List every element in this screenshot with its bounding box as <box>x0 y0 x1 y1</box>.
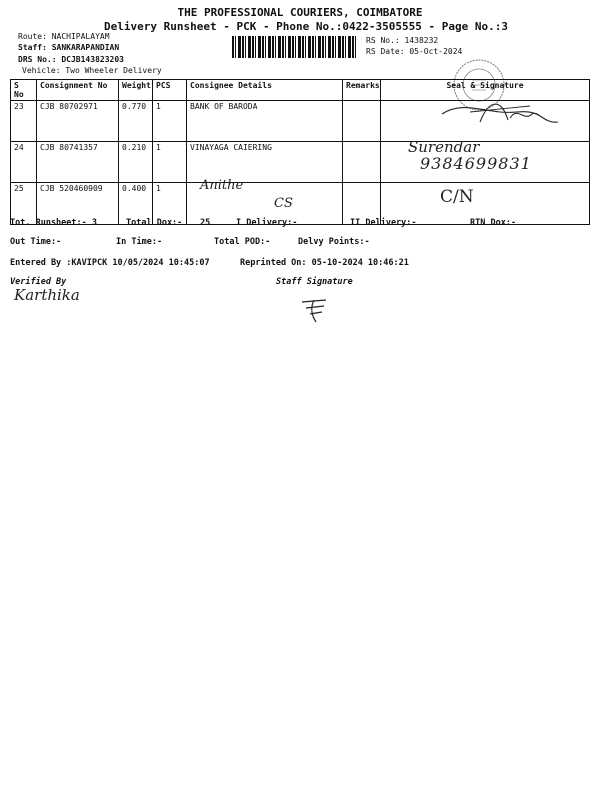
i-delivery: I Delivery:- <box>236 218 298 228</box>
handwritten-phone-row24: 9384699831 <box>420 154 532 173</box>
staff-signature-mark <box>300 296 330 324</box>
verified-signature: Karthika <box>14 286 80 304</box>
cell-weight: 0.770 <box>119 101 153 142</box>
verified-by-label: Verified By <box>10 277 67 287</box>
cell-consignee: VINAYAGA CAIERING <box>187 142 343 183</box>
handwritten-mark-row25: C/N <box>440 187 474 207</box>
cell-consignment: CJB 520460909 <box>37 183 119 225</box>
col-header-sno: S No <box>11 80 37 101</box>
out-time: Out Time:- <box>10 237 62 247</box>
total-dox-value: 25 <box>200 218 211 228</box>
cell-sno: 24 <box>11 142 37 183</box>
tot-runsheet: Tot. Runsheet:- 3 <box>10 218 97 228</box>
handwritten-initials-row25: CS <box>274 196 293 211</box>
signature-row23 <box>440 92 560 132</box>
in-time: In Time:- <box>116 237 163 247</box>
vehicle-label: Vehicle: Two Wheeler Delivery <box>22 66 162 75</box>
cell-remarks <box>343 101 381 142</box>
cell-sno: 25 <box>11 183 37 225</box>
cell-weight: 0.400 <box>119 183 153 225</box>
cell-pcs: 1 <box>153 183 187 225</box>
cell-consignee: BANK OF BARODA <box>187 101 343 142</box>
cell-weight: 0.210 <box>119 142 153 183</box>
col-header-remarks: Remarks <box>343 80 381 101</box>
cell-consignment: CJB 80702971 <box>37 101 119 142</box>
ii-delivery: II Delivery:- <box>350 218 417 228</box>
barcode-image <box>232 36 358 58</box>
staff-signature-label: Staff Signature <box>276 277 353 287</box>
delvy-points: Delvy Points:- <box>298 237 370 247</box>
col-header-weight: Weight <box>119 80 153 101</box>
total-dox-label: Total Dox:- <box>126 218 183 228</box>
staff-label: Staff: SANKARAPANDIAN <box>18 43 120 52</box>
entered-by: Entered By :KAVIPCK 10/05/2024 10:45:07 <box>10 258 210 268</box>
col-header-signature: Seal & Signature <box>381 80 590 101</box>
cell-pcs: 1 <box>153 142 187 183</box>
total-pod: Total POD:- <box>214 237 271 247</box>
cell-remarks <box>343 142 381 183</box>
company-title: THE PROFESSIONAL COURIERS, COIMBATORE <box>177 6 423 19</box>
col-header-consignee: Consignee Details <box>187 80 343 101</box>
cell-consignment: CJB 80741357 <box>37 142 119 183</box>
route-label: Route: NACHIPALAYAM <box>18 32 110 41</box>
cell-pcs: 1 <box>153 101 187 142</box>
rs-number: RS No.: 1438232 <box>366 36 439 45</box>
rs-date: RS Date: 05-Oct-2024 <box>366 47 463 56</box>
drs-number: DRS No.: DCJB143823203 <box>18 55 124 64</box>
col-header-consignment: Consignment No <box>37 80 119 101</box>
col-header-pcs: PCS <box>153 80 187 101</box>
reprinted-on: Reprinted On: 05-10-2024 10:46:21 <box>240 258 409 268</box>
handwritten-name-row24: Surendar <box>408 138 480 156</box>
cell-sno: 23 <box>11 101 37 142</box>
runsheet-subtitle: Delivery Runsheet - PCK - Phone No.:0422-3505555 - Page No.:3 <box>104 20 508 33</box>
handwritten-name-row25: Anithe <box>200 178 244 193</box>
rtn-dox: RTN Dox:- <box>470 218 517 228</box>
